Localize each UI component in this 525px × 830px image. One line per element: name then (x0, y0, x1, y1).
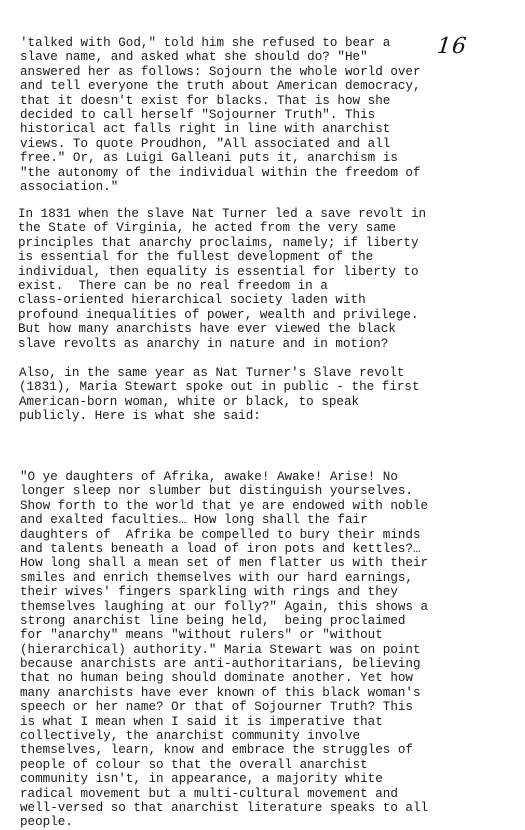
paragraph-maria-stewart-intro (19, 366, 525, 424)
handwritten-page-number: 16 (435, 34, 469, 59)
text-line: well-versed so that anarchist literature speaks to all (20, 800, 429, 815)
text-line: 'talked with God," told him she refused to bear a (20, 36, 391, 50)
text-line: collectively, the anarchist community involve (20, 729, 361, 744)
text-line: people. (20, 815, 73, 830)
text-line: "O ye daughters of Afrika, awake! Awake! Arise! No (20, 470, 398, 484)
text-line: publicly. Here is what she said: (19, 409, 261, 424)
text-line: decided to call herself "Sojourner Truth". This (20, 107, 376, 122)
text-line: is essential for the fullest development of the (18, 250, 374, 265)
text-line: strong anarchist line being held, being proclaimed (20, 613, 406, 628)
text-line: daughters of Afrika be compelled to bury their minds (20, 527, 421, 542)
text-line: answered her as follows: Sojourn the whole world over (20, 64, 421, 79)
text-line: (hierarchical) authority." Maria Stewart was on point (20, 642, 421, 657)
text-line: American-born woman, white or black, to speak (19, 394, 360, 409)
text-line: principles that anarchy proclaims, namely; if liberty (18, 235, 419, 250)
text-line: Also, in the same year as Nat Turner's Slave revolt (19, 366, 405, 380)
paragraph-sojourner-truth (20, 36, 525, 194)
text-line: themselves laughing at our folly?" Again, this shows a (20, 599, 429, 614)
text-line: profound inequalities of power, wealth and privilege. (18, 307, 419, 322)
text-line: free." Or, as Luigi Galleani puts it, anarchism is (20, 151, 398, 166)
text-line: that no human being should dominate another. Yet how (20, 671, 413, 686)
text-line: "the autonomy of the individual within the freedom of (20, 165, 421, 180)
text-line: community isn't, in appearance, a majority white (20, 772, 383, 787)
text-line: people of colour so that the overall anarchist (20, 757, 368, 772)
text-line: slave name, and asked what she should do? "He" (20, 50, 368, 65)
text-line: their wives' fingers sparkling with rings and they (20, 585, 398, 600)
text-line: views. To quote Proudhon, "All associated and all (20, 136, 391, 151)
text-line: speech or her name? Or that of Sojourner Truth? This (20, 700, 413, 715)
text-line: Show forth to the world that ye are endowed with noble (20, 498, 429, 513)
text-line: But how many anarchists have ever viewed the black (18, 322, 396, 337)
text-line: longer sleep nor slumber but distinguish yourselves. (20, 484, 413, 499)
paragraph-nat-turner (18, 207, 525, 351)
text-line: the State of Virginia, he acted from the very same (18, 221, 396, 236)
paragraph-maria-stewart-quote (20, 470, 525, 830)
text-line: exist. There can be no real freedom in a (18, 278, 328, 293)
text-line: for "anarchy" means "without rulers" or "without (20, 628, 383, 643)
text-line: many anarchists have ever known of this black woman's (20, 685, 421, 700)
text-line: because anarchists are anti-authoritarians, believing (20, 657, 421, 672)
text-line: and talents beneath a load of iron pots and kettles?… (20, 541, 421, 556)
text-line: radical movement but a multi-cultural movement and (20, 786, 398, 801)
text-line: is what I mean when I said it is imperative that (20, 714, 383, 729)
text-line: and exalted faculties… How long shall the fair (20, 513, 368, 528)
text-line: historical act falls right in line with anarchist (20, 122, 391, 137)
text-line: How long shall a mean set of men flatter us with their (20, 556, 429, 571)
text-line: individual, then equality is essential for liberty to (18, 264, 419, 279)
text-line: association." (20, 179, 119, 194)
text-line: themselves, learn, know and embrace the struggles of (20, 743, 413, 758)
text-line: smiles and enrich themselves with our hard earnings, (20, 570, 413, 585)
text-line: and tell everyone the truth about American democracy, (20, 79, 421, 94)
text-line: In 1831 when the slave Nat Turner led a save revolt in (18, 207, 427, 221)
text-line: class-oriented hierarchical society laden with (18, 293, 366, 308)
text-line: (1831), Maria Stewart spoke out in public - the first (19, 380, 420, 395)
text-line: slave revolts as anarchy in nature and in motion? (18, 336, 389, 351)
text-line: that it doesn't exist for blacks. That is how she (20, 93, 391, 108)
